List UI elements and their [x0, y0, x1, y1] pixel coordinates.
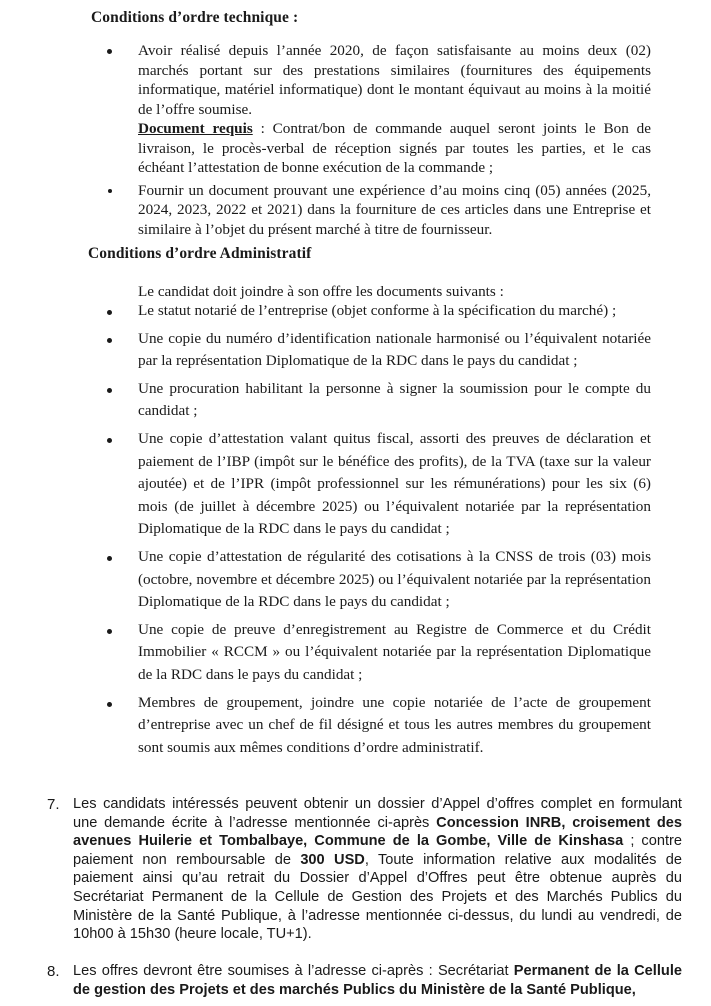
bullet-icon: [107, 338, 112, 343]
section-8-number: 8.: [47, 963, 60, 980]
bullet-icon: [107, 388, 112, 393]
section-7-text-3: , Toute information relative aux modalités de paiement ainsi qu’au retrait du Dossier d’Appel d’Offres peut être obtenue auprès du Secrétariat Permanent de la Cellule de Gestion des Projets et des Marchés Publics du Ministère de la Santé Publique, à l’adresse mentionnée ci-dessus, du lundi au vendredi, de 10h00 à 15h30 (heure locale, TU+1).: [73, 851, 682, 943]
section-7-address: Concession INRB, croisement des avenues Huilerie et Tombalbaye, Commune de la Gombe, Ville de Kinshasa: [73, 814, 682, 850]
list-item: [0, 619, 711, 687]
administrative-item-6: Une copie de preuve d’enregistrement au Registre de Commerce et du Crédit Immobilier « RCCM » ou l’équivalent notariée par la représentation Diplomatique de la RDC dans le pays du candidat ;: [138, 620, 651, 683]
technical-item-2-text: Fournir un document prouvant une expérience d’au moins cinq (05) années (2025, 2024, 2023, 2022 et 2021) dans la fourniture de ces articles dans une Entreprise et similaire à l’objet du présent marché à titre de fournisseur.: [138, 181, 651, 238]
list-item: [0, 328, 711, 373]
section-8-address: Permanent de la Cellule de gestion des Projets et des marchés Publics du Ministère de la Santé Publique,: [73, 963, 682, 998]
document-requis-label: Document requis: [138, 120, 253, 137]
bullet-icon: [107, 702, 112, 707]
technical-conditions-list: [0, 41, 711, 239]
technical-item-1-text: Avoir réalisé depuis l’année 2020, de façon satisfaisante au moins deux (02) marchés portant sur des prestations similaires (fournitures des équipements informatique, matériel informatique) dont le montant équivaut au moins à la moitié de l’offre soumise.: [138, 42, 651, 118]
bullet-icon: [108, 189, 112, 193]
list-item: [0, 546, 711, 614]
section-8-text-1: Les offres devront être soumises à l’adresse ci-après : Secrétariat: [73, 963, 514, 979]
list-item: [0, 428, 711, 541]
administrative-conditions-list: [0, 300, 711, 759]
bullet-icon: [107, 556, 112, 561]
bullet-icon: [107, 629, 112, 634]
bullet-icon: [107, 438, 112, 443]
administrative-item-1: Le statut notarié de l’entreprise (objet conforme à la spécification du marché) ;: [138, 302, 617, 319]
section-8: [0, 962, 711, 999]
section-8-body: [73, 962, 682, 999]
administrative-item-4: Une copie d’attestation valant quitus fiscal, assorti des preuves de déclaration et paiement de l’IBP (impôt sur le bénéfice des profits), de la TVA (taxe sur la valeur ajoutée) et de l’IPR (impôt professionnel sur les rémunérations) pour les six (6) mois (de juillet à décembre 2025) ou l’équivalent notariée par la représentation Diplomatique de la RDC dans le pays du candidat ;: [138, 429, 651, 538]
section-7-body: [73, 795, 682, 944]
administrative-conditions-heading: Conditions d’ordre Administratif: [88, 245, 312, 262]
list-item: [0, 692, 711, 760]
bullet-icon: [107, 310, 112, 315]
administrative-item-5: Une copie d’attestation de régularité des cotisations à la CNSS de trois (03) mois (octobre, novembre et décembre 2025) ou l’équivalent notariée par la représentation Diplomatique de la RDC dans le pays du candidat ;: [138, 547, 651, 611]
list-item: [0, 41, 711, 178]
administrative-item-7: Membres de groupement, joindre une copie notariée de l’acte de groupement d’entreprise avec un chef de fil désigné et tous les autres membres du groupement sont soumis aux mêmes conditions d’ordre administratif.: [138, 693, 651, 756]
list-item: [0, 300, 711, 323]
list-item: [0, 181, 711, 240]
section-7-text-2: ; contre paiement non remboursable de: [73, 833, 682, 868]
section-7-number: 7.: [47, 796, 60, 813]
section-7-text-1: Les candidats intéressés peuvent obtenir un dossier d’Appel d’offres complet en formulant une demande écrite à l’adresse mentionnée ci-après: [73, 796, 682, 831]
section-7-price: 300 USD: [300, 851, 365, 868]
administrative-item-2: Une copie du numéro d’identification nationale harmonisé ou l’équivalent notariée par la représentation Diplomatique de la RDC dans le pays du candidat ;: [138, 329, 651, 370]
technical-conditions-heading: Conditions d’ordre technique :: [91, 9, 299, 26]
section-7: [0, 795, 711, 944]
document-requis-text: : Contrat/bon de commande auquel seront joints le Bon de livraison, le procès-verbal de réception signés par toutes les parties, et le cas échéant l’attestation de bonne exécution de la commande ;: [138, 120, 651, 176]
list-item: [0, 378, 711, 423]
bullet-icon: [107, 49, 112, 54]
administrative-intro: Le candidat doit joindre à son offre les documents suivants :: [138, 283, 504, 300]
administrative-item-3: Une procuration habilitant la personne à signer la soumission pour le compte du candidat ;: [138, 379, 651, 420]
